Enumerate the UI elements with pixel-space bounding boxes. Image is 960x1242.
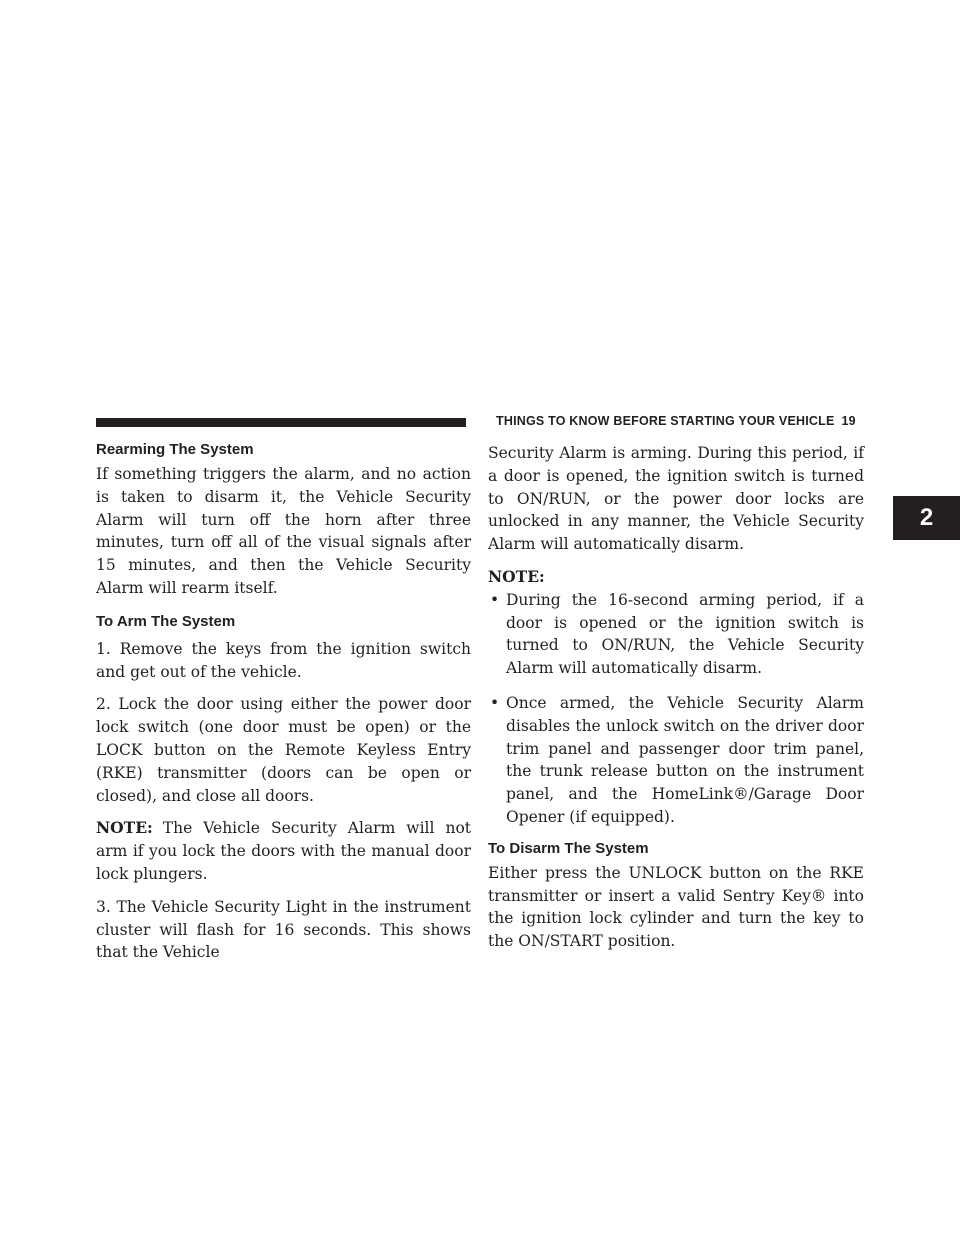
paragraph-step-1: 1. Remove the keys from the ignition switch and get out of the vehicle. <box>96 639 471 681</box>
left-column <box>96 440 471 964</box>
note-label-right: NOTE: <box>488 566 545 586</box>
running-header <box>496 413 856 429</box>
paragraph-continuation: Security Alarm is arming. During this period, if a door is opened, the ignition switch is turned to ON/RUN, or the power door locks are unlocked in any manner, the Vehicle Security Alarm will automatically disarm. <box>488 444 864 554</box>
note-label: NOTE: <box>96 818 153 838</box>
running-header-title: THINGS TO KNOW BEFORE STARTING YOUR VEHICLE <box>496 414 835 428</box>
bullet-icon: • <box>490 693 500 712</box>
heading-arming: To Arm The System <box>96 612 236 630</box>
paragraph-step-3: 3. The Vehicle Security Light in the instrument cluster will flash for 16 seconds. This shows that the Vehicle <box>96 897 471 962</box>
list-item <box>488 692 864 829</box>
bullet-icon: • <box>490 590 500 609</box>
list-item-text: Once armed, the Vehicle Security Alarm disables the unlock switch on the driver door trim panel and passenger door trim panel, the trunk release button on the instrument panel, and the HomeLink®/Garage Door Opener (if equipped). <box>506 693 864 826</box>
paragraph-note <box>96 817 471 885</box>
heading-rearming: Rearming The System <box>96 441 254 458</box>
right-column <box>488 442 864 953</box>
page-number: 19 <box>841 414 856 428</box>
note-text: The Vehicle Security Alarm will not arm if you lock the doors with the manual door lock plungers. <box>96 819 471 883</box>
paragraph-disarming: Either press the UNLOCK button on the RKE transmitter or insert a valid Sentry Key® into the ignition lock cylinder and turn the key to the ON/START position. <box>488 863 864 951</box>
chapter-tab: 2 <box>893 496 960 540</box>
list-item <box>488 589 864 680</box>
note-bullet-list <box>488 589 864 829</box>
paragraph-step-2: 2. Lock the door using either the power door lock switch (one door must be open) or the LOCK button on the Remote Keyless Entry (RKE) transmitter (doors can be open or closed), and close all doors. <box>96 695 471 805</box>
heading-disarming: To Disarm The System <box>488 839 649 857</box>
list-item-text: During the 16-second arming period, if a door is opened or the ignition switch is turned to ON/RUN, the Vehicle Security Alarm will automatically disarm. <box>506 590 864 678</box>
paragraph-rearming: If something triggers the alarm, and no action is taken to disarm it, the Vehicle Security Alarm will turn off the horn after three minutes, turn off all of the visual signals after 15 minutes, and then the Vehicle Security Alarm will rearm itself. <box>96 465 471 597</box>
header-rule <box>96 418 466 427</box>
